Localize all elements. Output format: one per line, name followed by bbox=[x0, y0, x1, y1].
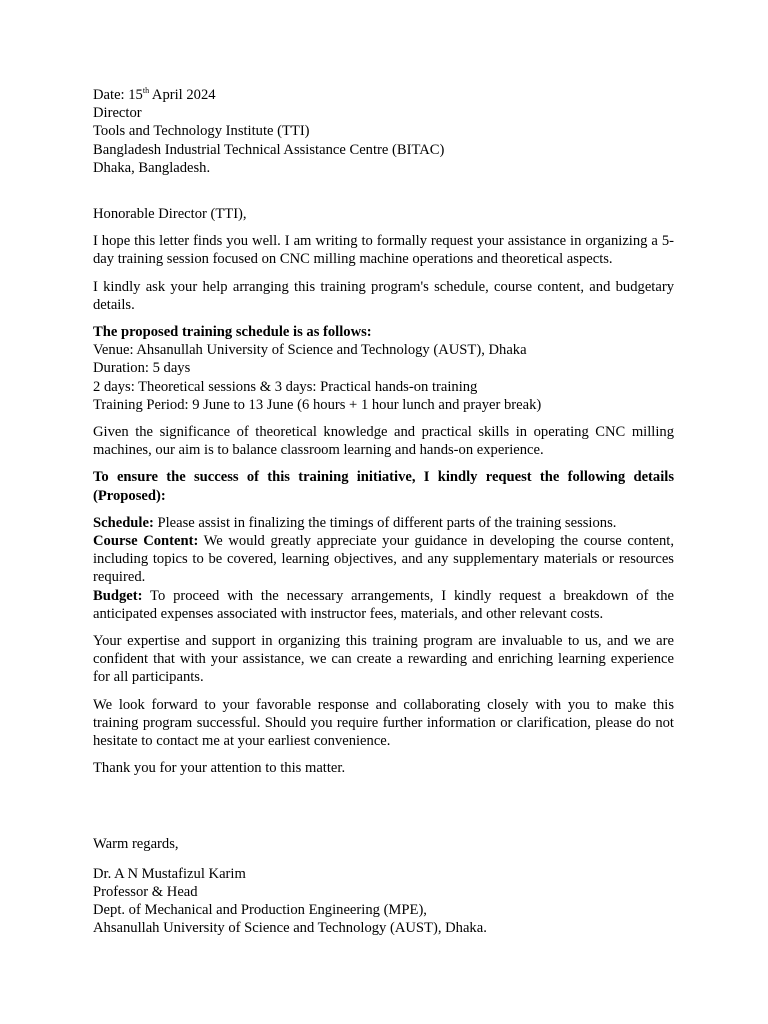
intro-paragraph: I hope this letter finds you well. I am writing to formally request your assistance in organizing a 5-day training session focused on CNC milling machine operations and theoretical aspects. bbox=[93, 233, 674, 268]
detail-schedule: Schedule: Please assist in finalizing the timings of different parts of the training sessions. bbox=[93, 514, 617, 531]
thanks-paragraph: Thank you for your attention to this matter. bbox=[93, 760, 346, 777]
schedule-duration: Duration: 5 days bbox=[93, 360, 191, 377]
schedule-venue: Venue: Ahsanullah University of Science and Technology (AUST), Dhaka bbox=[93, 342, 527, 359]
recipient-organization: Tools and Technology Institute (TTI) bbox=[93, 123, 310, 140]
recipient-address-block bbox=[93, 86, 674, 177]
signoff: Warm regards, bbox=[93, 835, 179, 852]
details-block bbox=[93, 514, 674, 623]
schedule-block bbox=[93, 323, 674, 414]
letter-page bbox=[93, 86, 674, 938]
recipient-location: Dhaka, Bangladesh. bbox=[93, 159, 211, 176]
schedule-period: Training Period: 9 June to 13 June (6 hours + 1 hour lunch and prayer break) bbox=[93, 396, 542, 413]
schedule-heading: The proposed training schedule is as follows: bbox=[93, 324, 372, 341]
salutation: Honorable Director (TTI), bbox=[93, 206, 247, 223]
schedule-split: 2 days: Theoretical sessions & 3 days: Practical hands-on training bbox=[93, 378, 478, 395]
significance-paragraph: Given the significance of theoretical knowledge and practical skills in operating CNC milling machines, our aim is to balance classroom learning and hands-on experience. bbox=[93, 424, 674, 459]
request-paragraph: I kindly ask your help arranging this training program's schedule, course content, and budgetary details. bbox=[93, 278, 674, 313]
details-heading: To ensure the success of this training initiative, I kindly request the following details (Proposed): bbox=[93, 469, 674, 504]
detail-course-content: Course Content: We would greatly appreciate your guidance in developing the course content, including topics to be covered, learning objectives, and any supplementary materials or resources required. bbox=[93, 533, 674, 586]
recipient-parent-organization: Bangladesh Industrial Technical Assistance Centre (BITAC) bbox=[93, 141, 445, 158]
detail-budget: Budget: To proceed with the necessary arrangements, I kindly request a breakdown of the anticipated expenses associated with instructor fees, materials, and other relevant costs. bbox=[93, 587, 674, 622]
signatory-title: Professor & Head bbox=[93, 883, 198, 900]
expertise-paragraph: Your expertise and support in organizing this training program are invaluable to us, and we are confident that with your assistance, we can create a rewarding and enriching learning experience for all participants. bbox=[93, 633, 674, 686]
signatory-university: Ahsanullah University of Science and Technology (AUST), Dhaka. bbox=[93, 920, 487, 937]
signatory-name: Dr. A N Mustafizul Karim bbox=[93, 865, 246, 882]
signature-block bbox=[93, 865, 674, 938]
signatory-department: Dept. of Mechanical and Production Engineering (MPE), bbox=[93, 902, 427, 919]
recipient-title: Director bbox=[93, 105, 142, 122]
forward-paragraph: We look forward to your favorable response and collaborating closely with you to make this training program successful. Should you require further information or clarification, please do not hesitate to contact me at your earliest convenience. bbox=[93, 696, 674, 750]
letter-date: Date: 15th April 2024 bbox=[93, 86, 216, 103]
